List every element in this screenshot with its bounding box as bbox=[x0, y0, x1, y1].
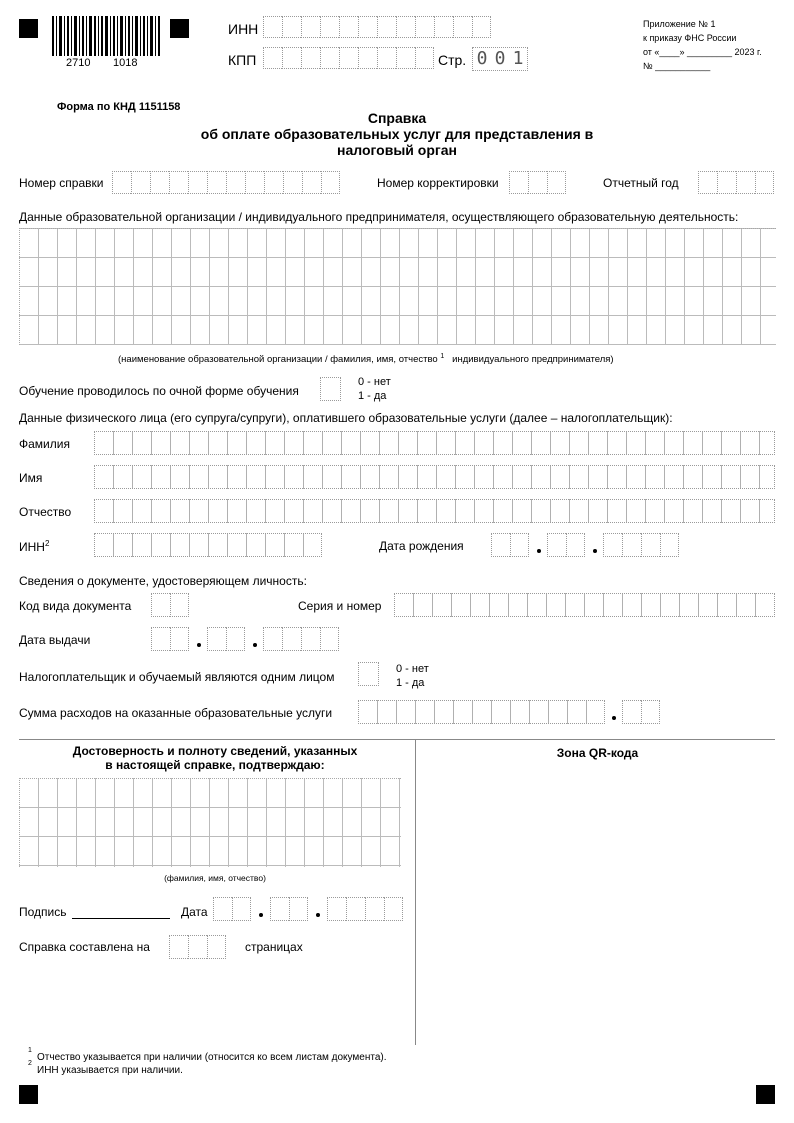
expenses-rubles-cells[interactable] bbox=[358, 700, 605, 724]
expenses-label: Сумма расходов на оказанные образовательные услуги bbox=[19, 706, 333, 720]
inn-label: ИНН$^2$ bbox=[19, 539, 50, 554]
confirm-heading: Достоверность и полноту сведений, указанных в настоящей справке, подтверждаю: bbox=[72, 744, 358, 772]
page-number bbox=[472, 47, 528, 71]
report-year-cells[interactable] bbox=[698, 171, 774, 194]
date-separator bbox=[316, 913, 320, 917]
payer-data-label: Данные физического лица (его супруга/супруги), оплатившего образовательные услуги (далее – налогоплательщик): bbox=[19, 411, 673, 425]
name-cells[interactable] bbox=[94, 465, 775, 489]
footnote-text-1: Отчество указывается при наличии (относится ко всем листам документа). bbox=[37, 1052, 387, 1063]
appendix-line: № ___________ bbox=[643, 61, 711, 71]
decimal-separator bbox=[612, 716, 616, 720]
form-title-line2: об оплате образовательных услуг для представления в bbox=[200, 126, 594, 142]
issue-month-cells[interactable] bbox=[207, 627, 245, 651]
page-digit: 0 bbox=[476, 48, 488, 69]
issue-year-cells[interactable] bbox=[263, 627, 339, 651]
signature-line[interactable] bbox=[72, 918, 170, 919]
pages-prefix-label: Справка составлена на bbox=[19, 940, 150, 954]
page-digit: 1 bbox=[512, 48, 524, 69]
header-kpp-cells[interactable] bbox=[263, 47, 434, 69]
header-kpp-label: КПП bbox=[228, 52, 257, 68]
barcode-bars bbox=[52, 16, 160, 56]
corner-marker-bottom-left bbox=[19, 1085, 38, 1104]
date-separator bbox=[593, 549, 597, 553]
form-title-line3: налоговый орган bbox=[337, 142, 457, 158]
birth-date-label: Дата рождения bbox=[379, 539, 464, 553]
footnote-text-2: ИНН указывается при наличии. bbox=[37, 1065, 183, 1076]
surname-label: Фамилия bbox=[19, 437, 70, 451]
confirm-date-label: Дата bbox=[181, 905, 208, 919]
appendix-block bbox=[643, 17, 762, 73]
appendix-line: Приложение № 1 bbox=[643, 19, 716, 29]
same-person-option-yes: 1 - да bbox=[396, 677, 425, 689]
confirm-year-cells[interactable] bbox=[327, 897, 403, 921]
date-separator bbox=[253, 643, 257, 647]
barcode-number-left: 2710 bbox=[66, 57, 91, 69]
barcode-number-right: 1018 bbox=[113, 57, 138, 69]
fulltime-option-yes: 1 - да bbox=[358, 390, 387, 402]
form-knd: Форма по КНД 1151158 bbox=[57, 101, 181, 113]
same-person-label: Налогоплательщик и обучаемый являются одним лицом bbox=[19, 670, 335, 684]
signature-label: Подпись bbox=[19, 905, 67, 919]
page-digit: 0 bbox=[494, 48, 506, 69]
correction-number-cells[interactable] bbox=[509, 171, 566, 194]
patronymic-cells[interactable] bbox=[94, 499, 775, 523]
issue-date-label: Дата выдачи bbox=[19, 633, 91, 647]
org-caption: (наименование образовательной организации / фамилия, имя, отчество $^1$ индивидуального предпринимателя) bbox=[118, 353, 614, 366]
form-title bbox=[150, 110, 644, 158]
doc-code-label: Код вида документа bbox=[19, 599, 132, 613]
date-separator bbox=[259, 913, 263, 917]
corner-marker-bottom-right bbox=[756, 1085, 775, 1104]
confirm-day-cells[interactable] bbox=[213, 897, 251, 921]
correction-number-label: Номер корректировки bbox=[377, 176, 499, 190]
appendix-line: от «____» _________ 2023 г. bbox=[643, 47, 762, 57]
footnote-marker-1: 1 bbox=[28, 1047, 32, 1054]
confirm-fio-grid[interactable] bbox=[19, 778, 401, 867]
series-number-cells[interactable] bbox=[394, 593, 775, 617]
surname-cells[interactable] bbox=[94, 431, 775, 455]
column-divider bbox=[415, 739, 416, 1045]
fulltime-cell[interactable] bbox=[320, 377, 341, 401]
section-divider bbox=[19, 739, 775, 740]
header-inn-label: ИНН bbox=[228, 21, 259, 37]
cert-number-cells[interactable] bbox=[112, 171, 340, 194]
corner-marker-top-right bbox=[170, 19, 189, 38]
confirm-month-cells[interactable] bbox=[270, 897, 308, 921]
issue-day-cells[interactable] bbox=[151, 627, 189, 651]
date-separator bbox=[197, 643, 201, 647]
expenses-kopecks-cells[interactable] bbox=[622, 700, 660, 724]
report-year-label: Отчетный год bbox=[603, 176, 679, 190]
header-inn-cells[interactable] bbox=[263, 16, 491, 38]
birth-day-cells[interactable] bbox=[491, 533, 529, 557]
birth-month-cells[interactable] bbox=[547, 533, 585, 557]
barcode bbox=[52, 16, 160, 56]
same-person-option-no: 0 - нет bbox=[396, 663, 429, 675]
pages-suffix-label: страницах bbox=[245, 940, 303, 954]
page-label: Стр. bbox=[438, 52, 467, 68]
cert-number-label: Номер справки bbox=[19, 176, 104, 190]
inn-cells[interactable] bbox=[94, 533, 322, 557]
series-number-label: Серия и номер bbox=[298, 599, 382, 613]
appendix-line: к приказу ФНС России bbox=[643, 33, 737, 43]
name-label: Имя bbox=[19, 471, 43, 485]
fulltime-label: Обучение проводилось по очной форме обучения bbox=[19, 384, 299, 398]
fulltime-option-no: 0 - нет bbox=[358, 376, 391, 388]
footnote-marker-2: 2 bbox=[28, 1060, 32, 1067]
qr-zone-label: Зона QR-кода bbox=[556, 746, 639, 760]
birth-year-cells[interactable] bbox=[603, 533, 679, 557]
id-doc-label: Сведения о документе, удостоверяющем личность: bbox=[19, 574, 307, 588]
corner-marker-top-left bbox=[19, 19, 38, 38]
org-name-grid[interactable] bbox=[19, 228, 776, 345]
date-separator bbox=[537, 549, 541, 553]
pages-count-cells[interactable] bbox=[169, 935, 226, 959]
doc-code-cells[interactable] bbox=[151, 593, 189, 617]
patronymic-label: Отчество bbox=[19, 505, 72, 519]
same-person-cell[interactable] bbox=[358, 662, 379, 686]
form-title-line1: Справка bbox=[367, 110, 427, 126]
fio-caption: (фамилия, имя, отчество) bbox=[164, 873, 266, 883]
org-data-label: Данные образовательной организации / индивидуального предпринимателя, осуществляющего образовательную деятельность: bbox=[19, 210, 739, 224]
